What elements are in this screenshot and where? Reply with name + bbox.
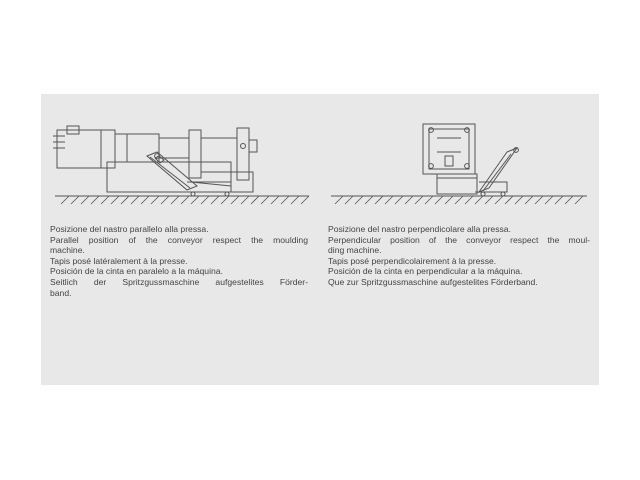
caption-line: Parallel position of the conveyor respect the moulding <box>50 234 308 245</box>
press-base <box>107 162 231 192</box>
caption-line: Posizione del nastro perpendicolare alla pressa. <box>328 224 511 234</box>
caption-line: Tapis posé latéralement à la presse. <box>50 255 188 266</box>
press-base-front <box>437 174 477 194</box>
caption-line: Que zur Spritzgussmaschine aufgestelites Förderband. <box>328 276 538 287</box>
illustration-panel <box>41 94 599 385</box>
press-platen-left <box>189 130 201 178</box>
conveyor-belt <box>479 148 517 192</box>
parallel-conveyor-diagram <box>47 116 315 210</box>
press-mould <box>201 138 237 172</box>
press-motor-unit <box>57 130 115 168</box>
caption-line: ding machine. <box>328 245 382 256</box>
caption-parallel <box>50 224 308 298</box>
caption-line: Perpendicular position of the conveyor respect the moul- <box>328 234 590 245</box>
perpendicular-conveyor-diagram <box>325 116 593 210</box>
caption-line: Posición de la cinta en paralelo a la máquina. <box>50 266 223 277</box>
press-barrel <box>115 134 159 162</box>
caption-line: machine. <box>50 245 85 256</box>
caption-line: Posición de la cinta en perpendicular a la máquina. <box>328 266 523 277</box>
caption-line: band. <box>50 287 72 298</box>
caption-line: Tapis posé perpendicolairement à la presse. <box>328 255 497 266</box>
caption-perpendicular <box>328 224 590 288</box>
caption-line: Seitlich der Spritzgussmaschine aufgestelites Förder- <box>50 276 308 287</box>
caption-line: Posizione del nastro parallelo alla pressa. <box>50 224 209 234</box>
